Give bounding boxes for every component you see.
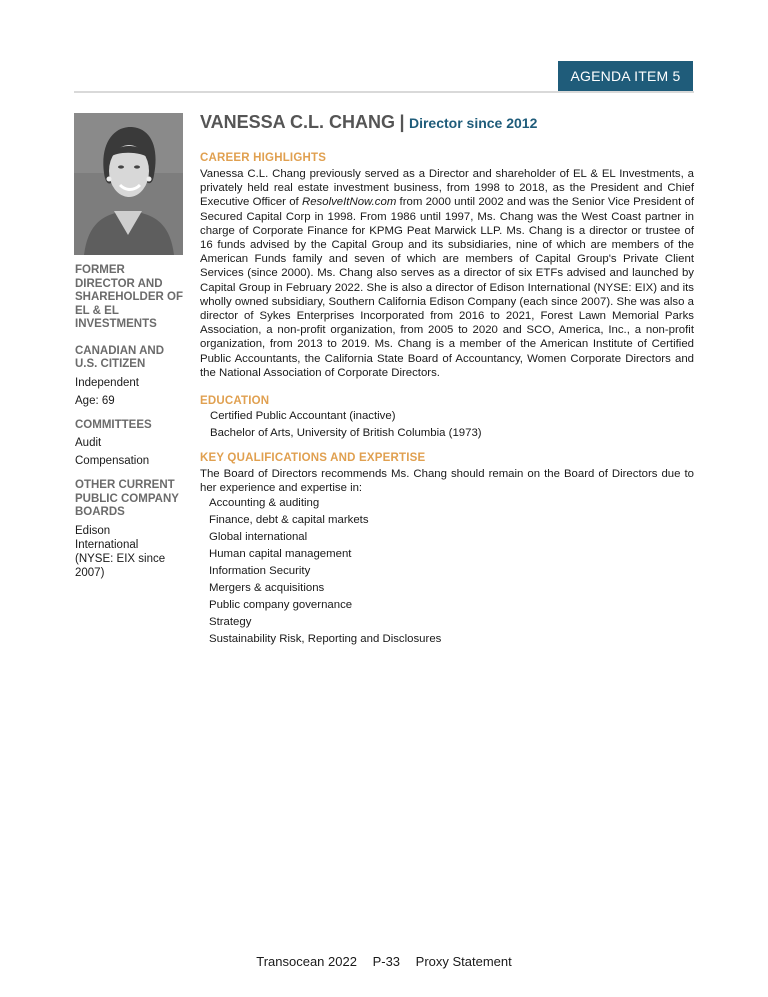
director-photo <box>74 113 183 255</box>
footer-document: Proxy Statement <box>415 954 512 969</box>
committee-item: Compensation <box>75 455 150 467</box>
footer-page-number: P-33 <box>372 954 401 969</box>
qualifications-heading: KEY QUALIFICATIONS AND EXPERTISE <box>200 452 426 465</box>
qualification-item: Global international <box>209 531 308 544</box>
qualification-item: Mergers & acquisitions <box>209 582 325 595</box>
qualifications-intro: The Board of Directors recommends Ms. Chang should remain on the Board of Directors due to her experience and expertise in: <box>200 468 694 495</box>
qualification-item: Sustainability Risk, Reporting and Disclosures <box>209 633 442 646</box>
qualification-item: Information Security <box>209 565 311 578</box>
agenda-item-badge: AGENDA ITEM 5 <box>558 61 693 91</box>
qualification-item: Finance, debt & capital markets <box>209 514 369 527</box>
qualification-item: Human capital management <box>209 548 352 561</box>
director-sidebar <box>75 264 187 580</box>
director-age: Age: 69 <box>75 394 115 407</box>
page-footer <box>0 954 768 969</box>
director-title-row <box>200 112 694 138</box>
director-name: VANESSA C.L. CHANG <box>200 112 396 132</box>
career-text: Vanessa C.L. Chang previously served as a Director and shareholder of EL & EL Investments, a privately held real estate investment business, from 1998 to 2018, as the President and Chief Executive Officer of ResolveItNow.com from 2000 until 2002 and was the Senior Vice President of Secured Capital Corp in 1998. From 1986 until 1997, Ms. Chang was the West Coast partner in charge of Corporate Finance for KPMG Peat Marwick LLP. Ms. Chang is a director or trustee of 16 funds advised by the Capital Group and its subsidiaries, nine of which are members of the American Funds family and seven of which are members of Capital Group's Private Client Services (since 2000). Ms. Chang also serves as a director of six ETFs advised and launched by Capital Group in February 2022. She is also a director of Edison International (NYSE: EIX) and its wholly owned subsidiary, Southern California Edison Company (each since 2007). She was also a director of Sykes Enterprises Incorporated from 2016 to 2021, Forest Lawn Memorial Parks Association, a non-profit organization, from 2005 to 2020 and SCO, America, Inc., a non-profit organization, from 2013 to 2019. Ms. Chang is a member of the American Institute of Certified Public Accountants, the California State Board of Accountancy, Women Corporate Directors and the National Association of Corporate Directors. <box>200 168 695 379</box>
director-independence: Independent <box>75 376 139 389</box>
other-boards-heading: OTHER CURRENT PUBLIC COMPANY BOARDS <box>75 479 179 518</box>
education-item: Certified Public Accountant (inactive) <box>210 410 396 423</box>
title-separator: | <box>399 112 405 132</box>
director-citizenship: CANADIAN AND U.S. CITIZEN <box>75 344 165 370</box>
director-since: Director since 2012 <box>408 115 538 131</box>
footer-company: Transocean 2022 <box>256 954 357 969</box>
qualification-item: Accounting & auditing <box>209 497 320 510</box>
committees-heading: COMMITTEES <box>75 418 152 431</box>
director-role: FORMER DIRECTOR AND SHAREHOLDER OF EL & EL INVESTMENTS <box>75 264 183 330</box>
qualification-item: Strategy <box>209 616 252 629</box>
education-list <box>200 408 694 442</box>
other-boards-text: Edison International (NYSE: EIX since 2007) <box>75 524 166 579</box>
education-heading: EDUCATION <box>200 395 270 408</box>
header-divider <box>74 91 694 93</box>
education-item: Bachelor of Arts, University of British Columbia (1973) <box>210 427 482 440</box>
career-heading: CAREER HIGHLIGHTS <box>200 152 327 164</box>
qualification-item: Public company governance <box>209 599 353 612</box>
qualifications-list <box>200 495 694 648</box>
director-profile <box>200 112 694 648</box>
committee-item: Audit <box>75 437 102 449</box>
